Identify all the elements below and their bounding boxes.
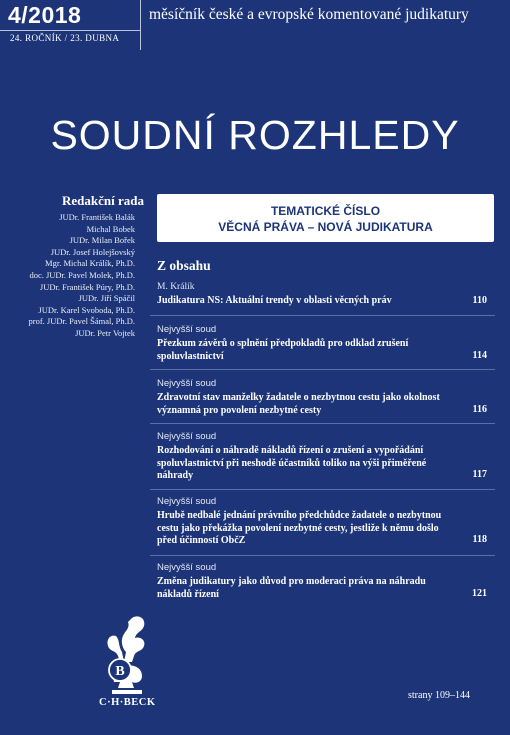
article-page: 114 [472, 350, 487, 361]
article-author: Nejvyšší soud [157, 431, 217, 442]
theme-banner [157, 194, 494, 242]
article-page: 117 [472, 469, 487, 480]
volume-info: 24. ROČNÍK / 23. DUBNA [10, 33, 120, 43]
article-title: Judikatura NS: Aktuální trendy v oblasti věcných práv [157, 295, 392, 306]
editorial-board-heading: Redakční rada [62, 193, 144, 208]
board-member: JUDr. Karel Svoboda, Ph.D. [38, 304, 135, 315]
article-author: Nejvyšší soud [157, 496, 217, 507]
tagline: měsíčník české a evropské komentované judikatury [149, 6, 469, 23]
svg-text:B: B [115, 664, 125, 679]
contents-divider [150, 423, 495, 424]
board-member: JUDr. Petr Vojtek [75, 327, 135, 338]
article-author: Nejvyšší soud [157, 378, 217, 389]
theme-line-1: TEMATICKÉ ČÍSLO [270, 204, 381, 218]
contents-item [157, 562, 487, 601]
article-page: 110 [472, 295, 487, 306]
board-member: JUDr. Josef Holejšovský [50, 246, 135, 257]
article-page: 121 [472, 588, 487, 599]
board-member: Michal Bobek [86, 223, 135, 234]
header-divider [0, 30, 140, 31]
article-title: Zdravotní stav manželky žadatele o nezbytnou cestu jako okolnost významná pro povolení nezbytné cesty [157, 392, 440, 416]
board-member: prof. JUDr. Pavel Šámal, Ph.D. [28, 316, 135, 327]
contents-divider [150, 555, 495, 556]
contents-heading: Z obsahu [157, 258, 211, 273]
article-author: Nejvyšší soud [157, 562, 217, 573]
page-range: strany 109–144 [408, 690, 470, 701]
contents-divider [150, 489, 495, 490]
board-member: Mgr. Michal Králík, Ph.D. [45, 258, 135, 269]
contents-item [157, 496, 487, 548]
editorial-board-list [29, 212, 135, 340]
publisher-name: C·H·BECK [99, 697, 156, 708]
article-title: Přezkum závěrů o splnění předpokladů pro odklad zrušení spoluvlastnictví [157, 338, 409, 362]
board-member: JUDr. Jiří Spáčil [78, 293, 135, 304]
article-title: Změna judikatury jako důvod pro moderaci práva na náhradu nákladů řízení [157, 576, 426, 600]
header-vertical-divider [140, 0, 141, 50]
theme-line-2: VĚCNÁ PRÁVA – NOVÁ JUDIKATURA [218, 220, 433, 234]
article-author: M. Králík [157, 282, 195, 292]
contents-item [157, 324, 487, 363]
article-title: Hrubě nedbalé jednání právního předchůdce žadatele o nezbytnou cestu jako překážka povolení nezbytné cesty, jestliže k němu došlo před účinností ObčZ [157, 510, 442, 546]
contents-item [157, 282, 487, 308]
contents-item [157, 378, 487, 417]
board-member: JUDr. Milan Bořek [69, 235, 135, 246]
issue-number: 4/2018 [8, 2, 82, 28]
magazine-title: SOUDNÍ ROZHLEDY [50, 112, 460, 158]
griffin-logo-icon [102, 612, 150, 697]
article-author: Nejvyšší soud [157, 324, 217, 335]
article-page: 118 [472, 534, 487, 545]
article-page: 116 [472, 404, 487, 415]
contents-divider [150, 315, 495, 316]
article-title: Rozhodování o náhradě nákladů řízení o zrušení a vypořádání spoluvlastnictví při neshodě účastníků toliko na výši přiměřené náhrady [157, 445, 427, 481]
contents-divider [150, 369, 495, 370]
board-member: JUDr. František Púry, Ph.D. [39, 281, 135, 292]
board-member: JUDr. František Balák [59, 212, 135, 222]
contents-item [157, 431, 487, 483]
board-member: doc. JUDr. Pavel Molek, Ph.D. [29, 269, 135, 280]
